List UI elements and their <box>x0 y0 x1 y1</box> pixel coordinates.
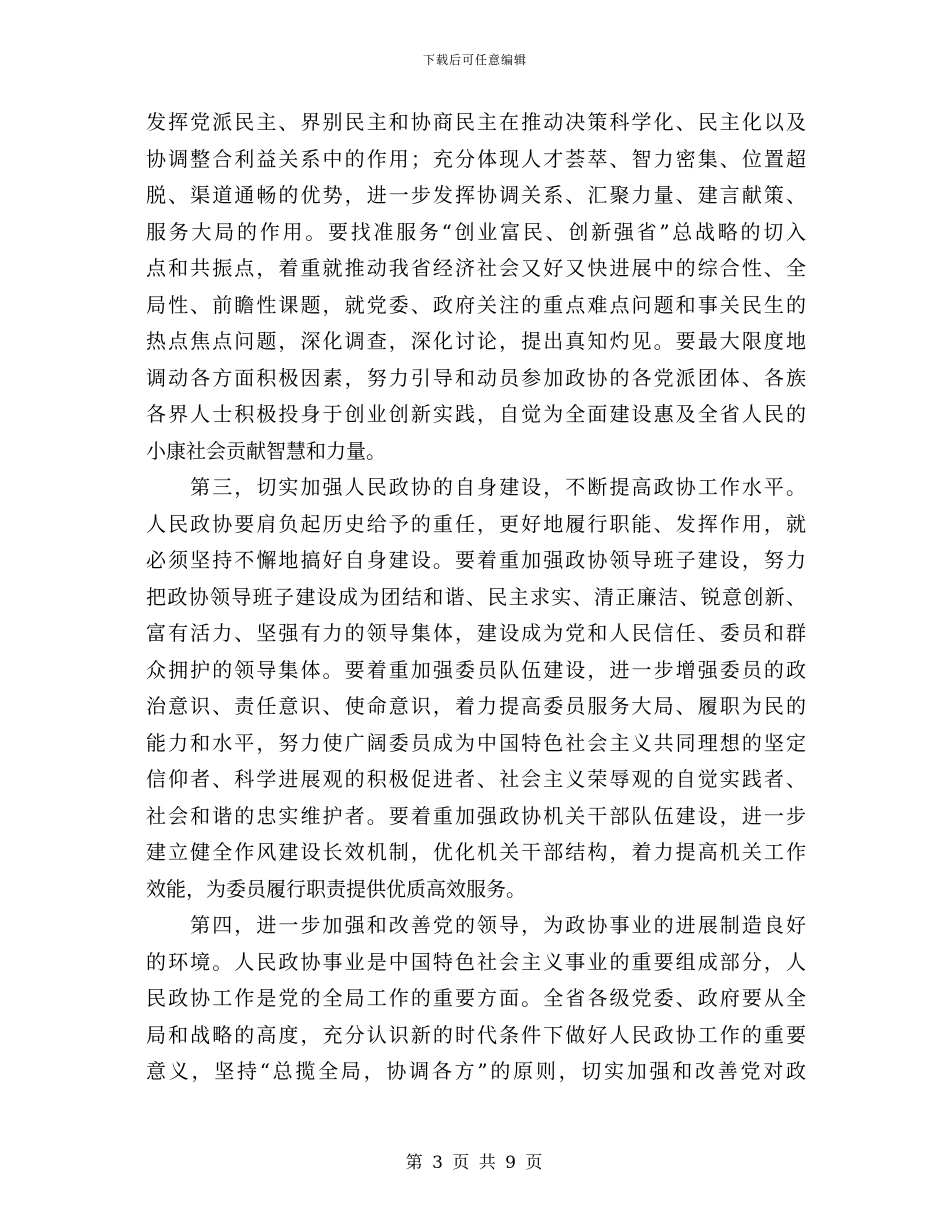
text-line: 治意识、责任意识、使命意识，着力提高委员服务大局、履职为民的 <box>146 694 806 718</box>
text-line: 必须坚持不懈地搞好自身建设。要着重加强政协领导班子建设，努力 <box>146 548 806 572</box>
text-line: 服务大局的作用。要找准服务“创业富民、创新强省”总战略的切入 <box>146 219 806 244</box>
text-line: 效能，为委员履行职责提供优质高效服务。 <box>146 876 526 901</box>
text-line: 点和共振点，着重就推动我省经济社会又好又快进展中的综合性、全 <box>146 256 806 280</box>
text-line: 各界人士积极投身于创业创新实践，自觉为全面建设惠及全省人民的 <box>146 402 806 426</box>
page-header-note: 下载后可任意编辑 <box>422 53 527 67</box>
text-line: 第三，切实加强人民政协的自身建设，不断提高政协工作水平。 <box>146 475 806 499</box>
text-line: 协调整合利益关系中的作用；充分体现人才荟萃、智力密集、位置超 <box>146 146 806 171</box>
text-line: 建立健全作风建设长效机制，优化机关干部结构，着力提高机关工作 <box>146 840 806 864</box>
text-line: 民政协工作是党的全局工作的重要方面。全省各级党委、政府要从全 <box>146 986 806 1010</box>
text-line: 调动各方面积极因素，努力引导和动员参加政协的各党派团体、各族 <box>146 365 806 390</box>
text-line: 能力和水平，努力使广阔委员成为中国特色社会主义共同理想的坚定 <box>146 730 806 755</box>
text-line: 信仰者、科学进展观的积极促进者、社会主义荣辱观的自觉实践者、 <box>146 767 806 791</box>
text-line: 脱、渠道通畅的优势，进一步发挥协调关系、汇聚力量、建言献策、 <box>146 183 806 207</box>
text-line: 社会和谐的忠实维护者。要着重加强政协机关干部队伍建设，进一步 <box>146 803 806 828</box>
text-line: 把政协领导班子建设成为团结和谐、民主求实、清正廉洁、锐意创新、 <box>146 584 806 609</box>
text-line: 的环境。人民政协事业是中国特色社会主义事业的重要组成部分，人 <box>146 949 806 974</box>
text-line: 发挥党派民主、界别民主和协商民主在推动决策科学化、民主化以及 <box>146 110 806 134</box>
text-line: 富有活力、坚强有力的领导集体，建设成为党和人民信任、委员和群 <box>146 621 806 645</box>
text-line: 小康社会贡献智慧和力量。 <box>146 438 386 463</box>
page-number: 第 3 页 共 9 页 <box>405 1153 545 1173</box>
text-line: 众拥护的领导集体。要着重加强委员队伍建设，进一步增强委员的政 <box>146 657 806 682</box>
text-line: 局性、前瞻性课题，就党委、政府关注的重点难点问题和事关民生的 <box>146 292 806 317</box>
text-line: 第四，进一步加强和改善党的领导，为政协事业的进展制造良好 <box>146 913 806 937</box>
document-body <box>146 104 806 1090</box>
text-line: 意义，坚持“总揽全局，协调各方”的原则，切实加强和改善党对政 <box>146 1059 806 1083</box>
text-line: 人民政协要肩负起历史给予的重任，更好地履行职能、发挥作用，就 <box>146 511 806 536</box>
text-line: 热点焦点问题，深化调查，深化讨论，提出真知灼见。要最大限度地 <box>146 329 806 353</box>
text-line: 局和战略的高度，充分认识新的时代条件下做好人民政协工作的重要 <box>146 1022 806 1047</box>
